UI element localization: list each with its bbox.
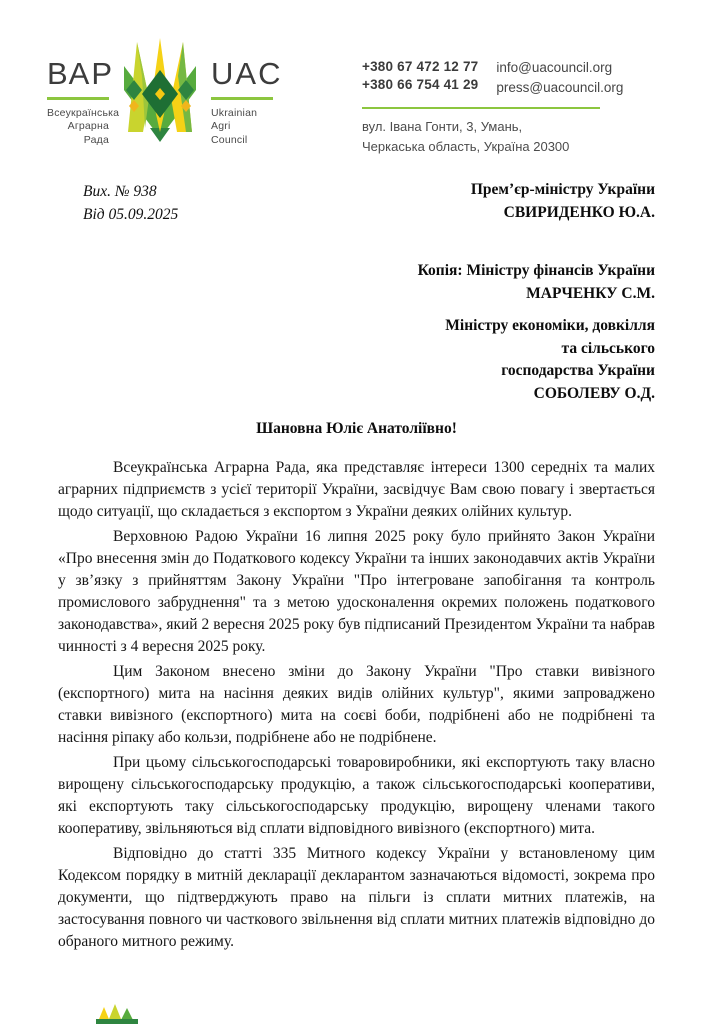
footer-logo-fragment-icon xyxy=(95,1004,139,1024)
email-1: info@uacouncil.org xyxy=(496,60,613,75)
recipient-second-title-1: Міністру економіки, довкілля xyxy=(445,317,655,334)
postal-address xyxy=(362,117,623,159)
logo-abbr-ua: ВАР xyxy=(47,56,115,91)
address-line-2: Черкаська область, Україна 20300 xyxy=(362,139,570,155)
email-2: press@uacouncil.org xyxy=(496,80,624,96)
org-name-ua: Всеукраїнська Аграрна Рада xyxy=(47,106,120,146)
recipient-second-name: СОБОЛЕВУ О.Д. xyxy=(533,384,655,402)
logo-abbr-en: UAC xyxy=(211,56,283,91)
paragraph-1: Всеукраїнська Аграрна Рада, яка представляє інтереси 1300 середніх та малих аграрних підприємств з усієї території України, засвідчує Вам свою повагу і звертається щодо ситуації, що складається з експортом з України деяких олійних культур. xyxy=(58,459,655,520)
recipient-primary-name: СВИРИДЕНКО Ю.А. xyxy=(503,203,655,221)
paragraph-5: Відповідно до статті 335 Митного кодексу України у встановленому цим Кодексом порядку в митній декларації декларантом зазначаються відомості, зокрема про документи, що підтверджують право на пільги із сплати митних платежів, на застосування повного чи часткового звільнення від сплати митних платежів відповідно до обраного митного режиму. xyxy=(58,845,655,950)
logo-ua-block xyxy=(47,56,120,147)
contact-block xyxy=(362,58,623,158)
phone-1: +380 67 472 12 77 xyxy=(362,59,479,74)
recipient-copy xyxy=(418,260,655,305)
recipient-copy-name: МАРЧЕНКУ С.М. xyxy=(526,284,655,302)
salutation: Шановна Юліє Анатоліївно! xyxy=(256,420,457,437)
org-name-en: Ukrainian Agri Council xyxy=(211,106,258,146)
outgoing-date: Від 05.09.2025 xyxy=(83,206,179,223)
address-line-1: вул. Івана Гонти, 3, Умань, xyxy=(362,118,523,134)
recipient-second xyxy=(418,315,655,405)
contact-divider xyxy=(362,107,600,109)
phone-2: +380 66 754 41 29 xyxy=(362,77,479,93)
reference-block xyxy=(83,180,178,226)
paragraph-2: Верховною Радою України 16 липня 2025 року було прийнято Закон України «Про внесення змін до Податкового кодексу України та інших законодавчих актів України у зв’язку з прийняттям Закону України "Про інтегроване запобігання та контроль промислового забруднення" та з метою удосконалення окремих положень податкового законодавства», який 2 вересня 2025 року був підписаний Президентом України та набрав чинності з 4 вересня 2025 року. xyxy=(58,528,655,655)
recipient-primary xyxy=(418,179,655,224)
paragraph-4: При цьому сільськогосподарські товаровиробники, які експортують таку власно вирощену сільськогосподарську продукцію, а також сільськогосподарські кооперативи, які експортують таку сільськогосподарську продукцію, вирощену членами такого кооперативу, звільняються від сплати відповідного вивізного (експортного) мита. xyxy=(58,754,655,837)
logo-underline-ua xyxy=(47,97,109,100)
letter-body xyxy=(58,457,655,956)
outgoing-number: Вих. № 938 xyxy=(83,183,157,200)
phone-numbers xyxy=(362,58,478,99)
trident-logo-icon xyxy=(118,36,202,147)
logo-en-block xyxy=(211,56,283,147)
email-addresses xyxy=(496,58,623,99)
recipient-second-title-3: господарства України xyxy=(501,362,655,379)
recipient-second-title-2: та сільського xyxy=(561,339,655,357)
paragraph-3: Цим Законом внесено зміни до Закону України "Про ставки вивізного (експортного) мита на насіння деяких видів олійних культур", якими запроваджено ставки вивізного (експортного) мита на соєві боби, подрібнені або не подрібнені та насіння ріпаку або кользи, подрібнене або не подрібнене. xyxy=(58,663,655,746)
recipient-copy-title: Копія: Міністру фінансів України xyxy=(417,262,655,279)
recipients-block xyxy=(418,179,655,405)
logo-underline-en xyxy=(211,97,273,100)
letterhead xyxy=(47,36,283,147)
recipient-primary-title: Прем’єр-міністру України xyxy=(470,181,655,198)
